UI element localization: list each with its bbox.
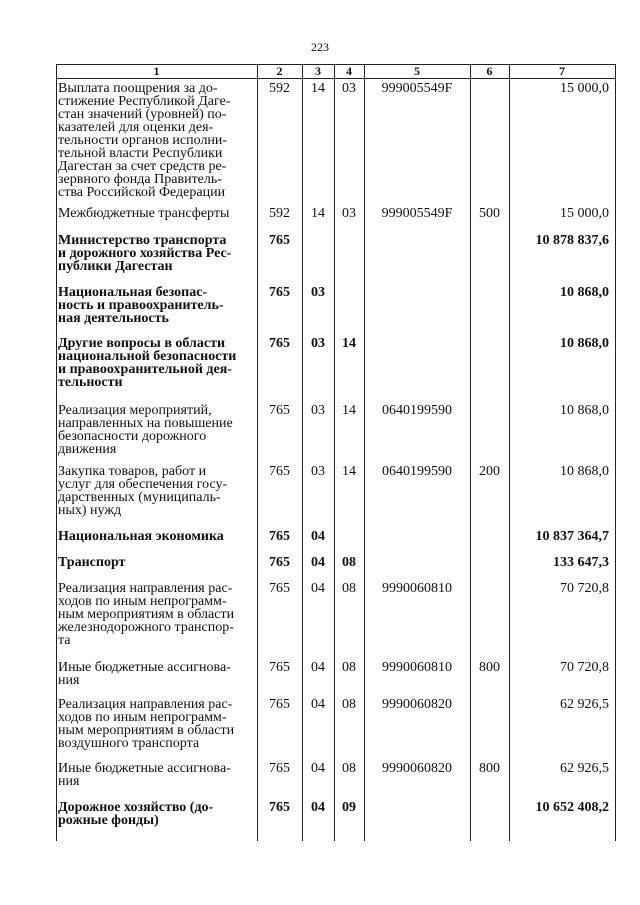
row-description (58, 582, 254, 647)
row-description-line: тельной власти Республики (58, 146, 223, 161)
cell-c3: 04 (311, 800, 325, 815)
cell-c2: 765 (269, 464, 290, 479)
row-description (58, 286, 254, 325)
header-col-2: 2 (276, 64, 283, 78)
row-description-line: Реализация мероприятий, (58, 403, 212, 418)
cell-c2: 765 (269, 285, 290, 300)
cell-c2: 765 (269, 233, 290, 248)
row-description (58, 82, 254, 199)
cell-c4: 09 (342, 800, 356, 815)
row-description-line: казателей для оценки дея- (58, 120, 214, 135)
cell-c2: 592 (269, 81, 290, 96)
row-description-line: ность и правоохранитель- (58, 298, 224, 313)
cell-c2: 765 (269, 800, 290, 815)
cell-c4: 14 (342, 403, 356, 418)
header-col-6: 6 (486, 64, 493, 78)
row-description-line: безопасности дорожного (58, 429, 207, 444)
cell-c7: 62 926,5 (560, 761, 609, 776)
cell-c6: 500 (479, 206, 500, 221)
cell-c4: 14 (342, 464, 356, 479)
cell-c7: 62 926,5 (560, 697, 609, 712)
col-border (470, 64, 471, 841)
cell-c6: 800 (479, 660, 500, 675)
cell-c4: 08 (342, 581, 356, 596)
col-border (509, 64, 510, 841)
cell-c4: 08 (342, 761, 356, 776)
row-description-line: направленных на повышение (58, 416, 233, 431)
cell-c3: 03 (311, 403, 325, 418)
cell-c7: 10 868,0 (560, 336, 609, 351)
row-description-line: услуг для обеспечения госу- (58, 477, 228, 492)
cell-c7: 70 720,8 (560, 581, 609, 596)
header-col-3: 3 (315, 64, 321, 78)
header-col-1: 1 (153, 64, 160, 78)
row-description (58, 661, 254, 687)
row-description-line: национальной безопасности (58, 349, 237, 364)
row-description (58, 465, 254, 517)
cell-c2: 592 (269, 206, 290, 221)
cell-c5: 999005549F (381, 81, 453, 96)
row-description-line: Реализация направления рас- (58, 697, 233, 712)
cell-c7: 15 000,0 (560, 206, 609, 221)
cell-c4: 08 (342, 660, 356, 675)
row-description (58, 337, 254, 389)
row-description (58, 234, 254, 273)
row-description (58, 207, 254, 220)
row-description-line: и правоохранительной дея- (58, 362, 232, 377)
cell-c4: 03 (342, 81, 356, 96)
row-description (58, 404, 254, 456)
row-description-line: и дорожного хозяйства Рес- (58, 246, 232, 261)
cell-c3: 03 (311, 464, 325, 479)
row-description-line: ная деятельность (58, 311, 169, 326)
header-bottom-border (56, 78, 615, 79)
row-description-line: ства Российской Федерации (58, 185, 226, 200)
row-description-line: Межбюджетные трансферты (58, 206, 230, 221)
cell-c3: 04 (311, 555, 325, 570)
cell-c5: 0640199590 (382, 403, 452, 418)
cell-c5: 9990060810 (382, 660, 452, 675)
row-description-line: Выплата поощрения за до- (58, 81, 218, 96)
col-border (302, 64, 303, 841)
row-description-line: ния (58, 774, 80, 789)
row-description-line: зервного фонда Правитель- (58, 172, 222, 187)
row-description-line: ных) нужд (58, 503, 122, 518)
header-col-4: 4 (346, 64, 352, 78)
cell-c3: 04 (311, 697, 325, 712)
row-description (58, 530, 254, 543)
cell-c7: 10 652 408,2 (535, 800, 609, 815)
row-description-line: Национальная безопас- (58, 285, 208, 300)
row-description-line: ходов по иным непрограмм- (58, 710, 227, 725)
cell-c2: 765 (269, 660, 290, 675)
row-description-line: ходов по иным непрограмм- (58, 594, 227, 609)
row-description (58, 556, 254, 569)
row-description-line: Дагестан за счет средств ре- (58, 159, 227, 174)
cell-c4: 03 (342, 206, 356, 221)
cell-c6: 800 (479, 761, 500, 776)
row-description-line: движения (58, 442, 117, 457)
cell-c6: 200 (479, 464, 500, 479)
row-description-line: воздушного транспорта (58, 736, 200, 751)
row-description-line: ния (58, 673, 80, 688)
row-description (58, 801, 254, 827)
cell-c2: 765 (269, 336, 290, 351)
row-description-line: стижение Республикой Даге- (58, 94, 231, 109)
cell-c3: 03 (311, 336, 325, 351)
cell-c5: 999005549F (381, 206, 453, 221)
cell-c2: 765 (269, 761, 290, 776)
cell-c2: 765 (269, 529, 290, 544)
row-description-line: Министерство транспорта (58, 233, 227, 248)
cell-c3: 04 (311, 581, 325, 596)
cell-c5: 9990060810 (382, 581, 452, 596)
cell-c7: 10 837 364,7 (535, 529, 609, 544)
cell-c7: 10 868,0 (560, 285, 609, 300)
cell-c2: 765 (269, 555, 290, 570)
row-description-line: тельности (58, 375, 123, 390)
col-border (364, 64, 365, 841)
row-description-line: железнодорожного транспор- (58, 620, 234, 635)
row-description-line: Закупка товаров, работ и (58, 464, 207, 479)
col-border (615, 64, 616, 841)
row-description-line: Национальная экономика (58, 529, 224, 544)
cell-c7: 10 878 837,6 (535, 233, 609, 248)
row-description-line: рожные фонды) (58, 813, 159, 828)
cell-c7: 133 647,3 (553, 555, 609, 570)
cell-c5: 9990060820 (382, 697, 452, 712)
row-description-line: та (58, 633, 71, 648)
col-border (56, 64, 57, 841)
cell-c2: 765 (269, 697, 290, 712)
row-description-line: дарственных (муниципаль- (58, 490, 221, 505)
col-border (334, 64, 335, 841)
row-description-line: Иные бюджетные ассигнова- (58, 761, 231, 776)
cell-c5: 0640199590 (382, 464, 452, 479)
cell-c3: 04 (311, 660, 325, 675)
header-col-7: 7 (559, 64, 565, 78)
cell-c3: 14 (311, 81, 325, 96)
row-description-line: Другие вопросы в области (58, 336, 226, 351)
header-col-5: 5 (414, 64, 420, 78)
cell-c4: 08 (342, 697, 356, 712)
cell-c7: 70 720,8 (560, 660, 609, 675)
row-description (58, 762, 254, 788)
cell-c7: 10 868,0 (560, 464, 609, 479)
row-description-line: тельности органов исполни- (58, 133, 228, 148)
cell-c4: 08 (342, 555, 356, 570)
page-number: 223 (311, 40, 329, 54)
row-description-line: публики Дагестан (58, 259, 173, 274)
col-border (257, 64, 258, 841)
cell-c4: 14 (342, 336, 356, 351)
row-description (58, 698, 254, 750)
row-description-line: Иные бюджетные ассигнова- (58, 660, 231, 675)
cell-c7: 15 000,0 (560, 81, 609, 96)
cell-c3: 14 (311, 206, 325, 221)
row-description-line: Реализация направления рас- (58, 581, 233, 596)
cell-c7: 10 868,0 (560, 403, 609, 418)
cell-c2: 765 (269, 403, 290, 418)
cell-c3: 03 (311, 285, 325, 300)
row-description-line: стан значений (уровней) по- (58, 107, 227, 122)
row-description-line: ным мероприятиям в области (58, 723, 235, 738)
row-description-line: Транспорт (58, 555, 126, 570)
cell-c2: 765 (269, 581, 290, 596)
cell-c3: 04 (311, 761, 325, 776)
cell-c5: 9990060820 (382, 761, 452, 776)
cell-c3: 04 (311, 529, 325, 544)
row-description-line: Дорожное хозяйство (до- (58, 800, 214, 815)
row-description-line: ным мероприятиям в области (58, 607, 235, 622)
